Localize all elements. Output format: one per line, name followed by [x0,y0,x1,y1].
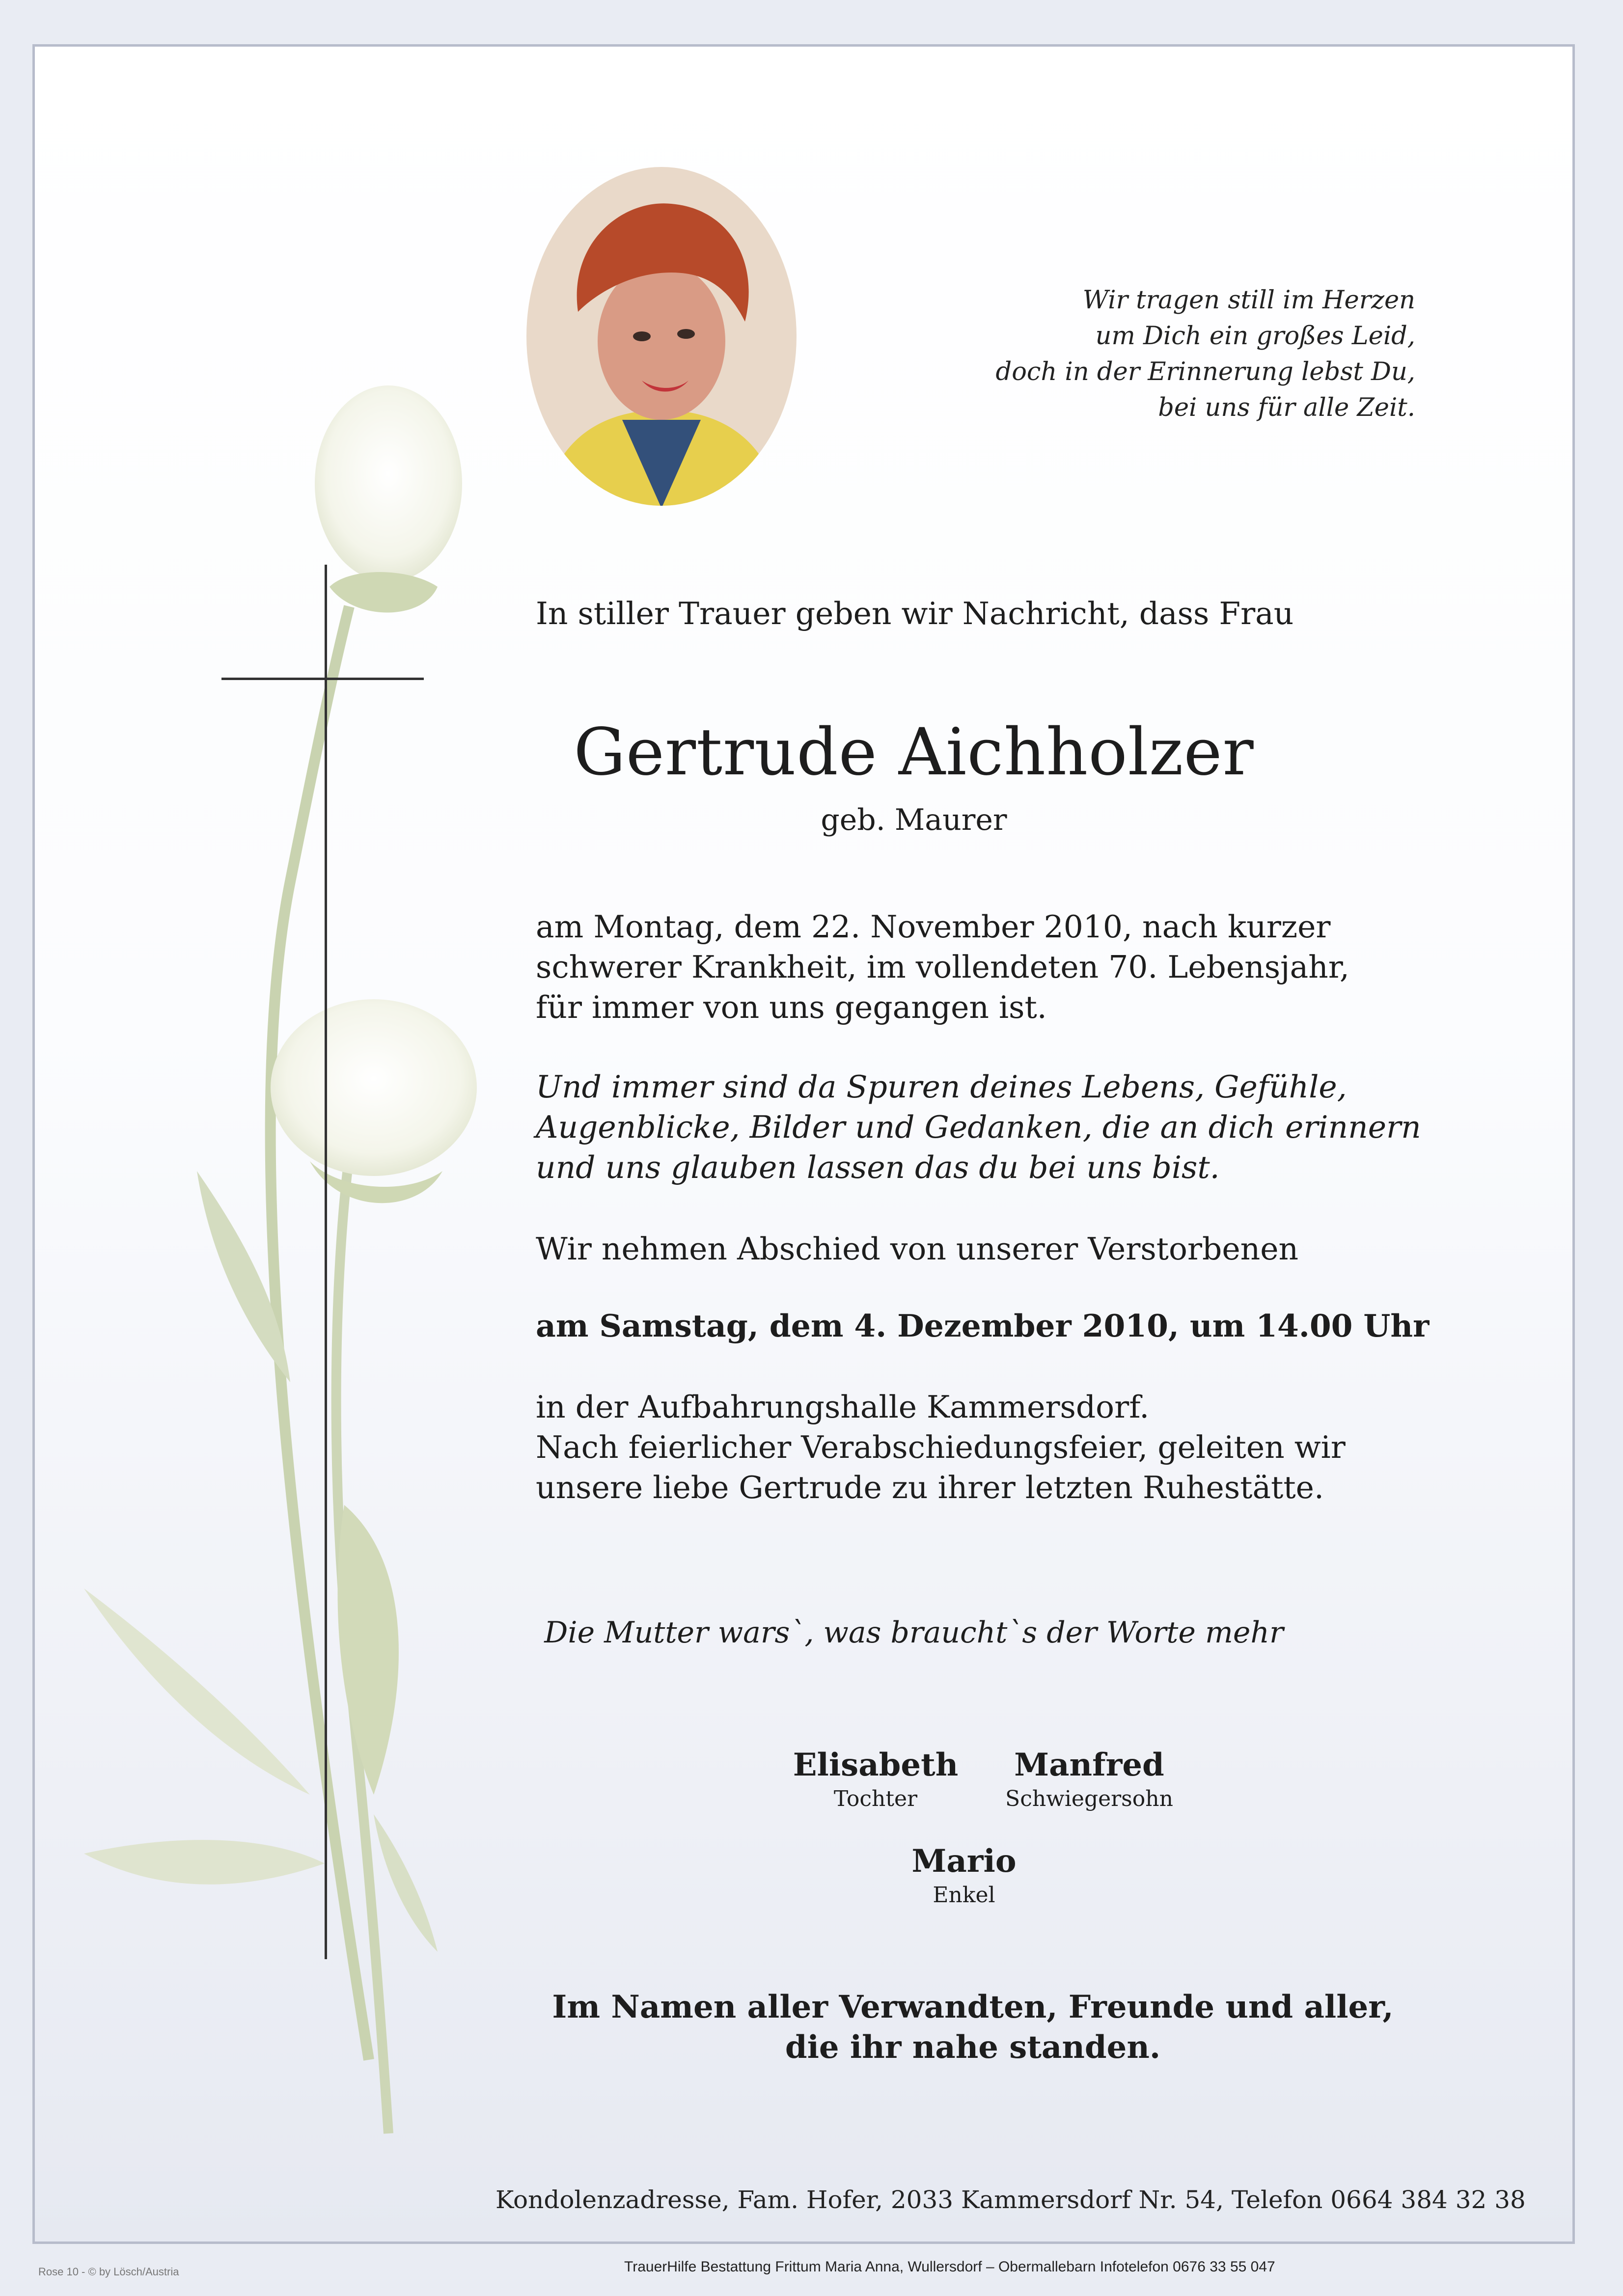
condolence-address: Kondolenzadresse, Fam. Hofer, 2033 Kammersdorf Nr. 54, Telefon 0664 384 32 38 [495,2186,1526,2214]
memorial-verse [536,1067,1421,1188]
text-line: für immer von uns gegangen ist. [536,989,1047,1025]
announcement-intro: In stiller Trauer geben wir Nachricht, dass Frau [536,596,1294,631]
birth-name: geb. Maurer [821,803,1007,837]
cross-vertical-bar [325,565,327,1959]
mourner-role: Tochter [833,1786,918,1811]
text-line: Nach feierlicher Verabschiedungsfeier, geleiten wir [536,1429,1346,1465]
farewell-intro [536,1229,1298,1269]
mourner-role: Schwiegersohn [1005,1786,1173,1811]
poem-line: Wir tragen still im Herzen [1082,286,1415,315]
portrait-photo [524,164,799,508]
deceased-name: Gertrude Aichholzer [574,714,1254,790]
ceremony-details [536,1387,1346,1508]
mourner-name: Elisabeth [793,1747,959,1783]
white-rose-illustration [35,47,526,2158]
poem-line: um Dich ein großes Leid, [1095,322,1415,351]
text-line: Im Namen aller Verwandten, Freunde und aller, [552,1989,1394,2025]
death-notice [536,907,1349,1028]
mourner [962,1747,1217,1811]
mourner-role: Enkel [933,1883,995,1908]
cross-horizontal-bar [221,678,424,680]
text-line: Augenblicke, Bilder und Gedanken, die an dich erinnern [536,1109,1421,1145]
text-line: am Montag, dem 22. November 2010, nach kurzer [536,909,1331,945]
text-line: und uns glauben lassen das du bei uns bist. [536,1149,1220,1185]
text-line: in der Aufbahrungshalle Kammersdorf. [536,1389,1150,1425]
mourner [836,1843,1092,1908]
poem-line: doch in der Erinnerung lebst Du, [995,357,1415,386]
mourner-name: Mario [911,1843,1017,1880]
text-line: Wir nehmen Abschied von unserer Verstorbenen [536,1231,1299,1267]
text-line: unsere liebe Gertrude zu ihrer letzten Ruhestätte. [536,1470,1324,1505]
text-line: Und immer sind da Spuren deines Lebens, Gefühle, [536,1069,1347,1105]
farewell-date: am Samstag, dem 4. Dezember 2010, um 14.00 Uhr [536,1308,1430,1344]
text-line: schwerer Krankheit, im vollendeten 70. Lebensjahr, [536,949,1349,985]
mourner-name: Manfred [1014,1747,1164,1783]
poem-line: bei uns für alle Zeit. [1158,393,1415,422]
motto: Die Mutter wars`, was braucht`s der Worte mehr [544,1615,1284,1650]
closing-statement [487,1987,1459,2068]
undertaker-info: TrauerHilfe Bestattung Frittum Maria Anna, Wullersdorf – Obermallebarn Infotelefon 0676 33 55 047 [624,2259,1275,2275]
text-line: die ihr nahe standen. [785,2029,1161,2066]
copyright-note: Rose 10 - © by Lösch/Austria [38,2266,179,2278]
memorial-poem [875,282,1415,426]
